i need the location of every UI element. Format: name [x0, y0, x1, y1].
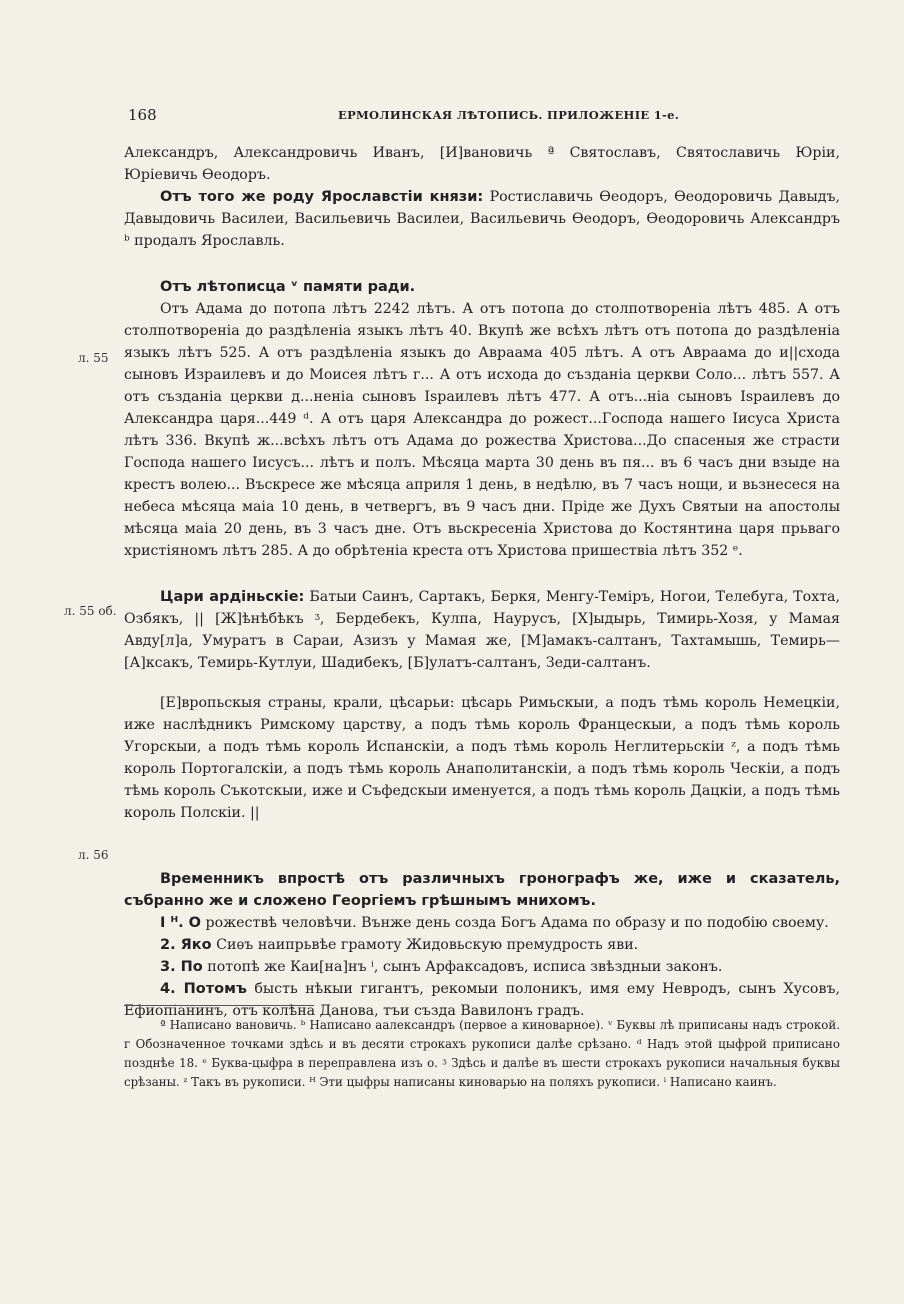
margin-note-l55: л. 55 [78, 351, 109, 365]
item-number: І ᴴ. О [160, 915, 201, 931]
item-number: 3. По [160, 959, 203, 975]
list-item-1 [124, 912, 840, 934]
heading-text: Отъ лѣтописца ᵛ памяти ради. [160, 279, 416, 295]
paragraph-horde-tsars [124, 586, 840, 674]
paragraph-text: Батыи Саинъ, Сартакъ, Беркя, Менгу-Теміръ, Ногои, Телебуга, Тохта, Озбякъ, || [Ж]ѣнѣбѣкъ ᶾ, Бердебекъ, Кулпа, Наурусъ, [Х]ыдырь, Тимирь-Хозя, у Мамая Авду[л]а, Умуратъ в Сараи, Азизъ у Мамая же, [М]амакъ-салтанъ, Тахтамышь, Темирь—[А]ксакъ, Темирь-Кутлуи, Шадибекъ, [Б]улатъ-салтанъ, Зеди-салтанъ. [124, 589, 841, 671]
item-text: бысть нѣкыи гигантъ, рекомыи полоникъ, имя ему Невродъ, сынъ Хусовъ, Ефиопіанинъ, отъ колѣна Данова, тъи създа Вавилонъ градъ. [124, 981, 840, 1019]
footnote-text: ª Написано вановичь. ᵇ Написано аалександръ (первое а киноварное). ᵛ Буквы лѣ приписаны надъ строкой. ᴦ Обозначенное точками здѣсь и въ десяти строкахъ рукописи далѣе срѣзано. ᵈ Надъ этой цыфрой приписано позднѣе 18. ᵉ Буква-цыфра в переправлена изъ о. ᶾ Здѣсь и далѣе въ шести строкахъ рукописи начальныя буквы срѣзаны. ᶻ Такъ въ рукописи. ᴴ Эти цыфры написаны киноварью на поляхъ рукописи. ⁱ Написано каинъ. [124, 1018, 840, 1089]
item-text: рожествѣ человѣчи. Вънже день созда Богъ Адама по образу и по подобію своему. [205, 915, 829, 931]
list-item-3 [124, 956, 840, 978]
paragraph-european-kings: [Е]вропьскыя страны, крали, цѣсарьи: цѣсарь Римьскыи, а подъ тѣмь король Немецкіи, иже наслѣдникъ Римскому царству, а подъ тѣмь король Францескыи, а подъ тѣмь король Угорскыи, а подъ тѣмь король Испанскіи, а подъ тѣмь король Неглитерьскіи ᶻ, а подъ тѣмь король Портогалскіи, а подъ тѣмь король Анаполитанскіи, а подъ тѣмь король Ческіи, а подъ тѣмь король Съкотскыи, иже и Съфедскыи именуется, а подъ тѣмь король Дацкіи, а подъ тѣмь король Полскіи. || [124, 695, 840, 821]
paragraph-yaroslav-list: Александръ, Александровичь Иванъ, [И]вановичь ª Святославъ, Святославичь Юріи, Юріевичь Ѳеодоръ. [124, 145, 840, 183]
margin-note-l56: л. 56 [78, 848, 109, 862]
section-heading: Цари ардіньскіе: [160, 589, 305, 605]
running-title: ЕРМОЛИНСКАЯ ЛѢТОПИСЬ. ПРИЛОЖЕНІЕ 1-е. [338, 108, 680, 122]
margin-note-l55ob: л. 55 об. [64, 604, 117, 618]
paragraph-text: Ростиславичь Ѳеодоръ, Ѳеодоровичь Давыдъ, Давыдовичь Василеи, Васильевичь Василеи, Васильевичь Ѳеодоръ, Ѳеодоровичь Александръ ᵇ продалъ Ярославль. [124, 189, 841, 249]
main-text [124, 142, 840, 1022]
item-number: 4. Потомъ [160, 981, 247, 997]
page-header [128, 106, 828, 126]
section-heading: Отъ того же роду Ярославстіи князи: [160, 189, 484, 205]
section-heading-chronicle [124, 276, 840, 298]
list-item-2 [124, 934, 840, 956]
page-number: 168 [128, 106, 157, 124]
paragraph-yaroslavl-princes [124, 186, 840, 252]
section-heading-vremennik [124, 868, 840, 912]
item-number: 2. Яко [160, 937, 212, 953]
item-text: Сиѳъ наипрьвѣе грамоту Жидовьскую премудрость яви. [216, 937, 639, 953]
footnotes [124, 1016, 840, 1092]
paragraph-chronology: Отъ Адама до потопа лѣтъ 2242 лѣтъ. А отъ потопа до столпотвореніа лѣтъ 485. А отъ столпотвореніа до раздѣленіа языкъ лѣтъ 40. Вкупѣ же всѣхъ лѣтъ отъ потопа до раздѣленіа языкъ лѣтъ 525. А отъ раздѣленіа языкъ до Авраама 405 лѣтъ. А отъ Авраама до и||схода сыновъ Израилевъ и до Моисея лѣтъ ᴦ... А отъ исхода до създаніа церкви Соло... лѣтъ 557. А отъ създаніа церкви д...неніа сыновъ Іѕраилевъ лѣтъ 477. А отъ...ніа сыновъ Іѕраилевъ до Александра царя...449 ᵈ. А отъ царя Александра до рожест...Господа нашего Іисуса Христа лѣтъ 336. Вкупѣ ж...всѣхъ лѣтъ отъ Адама до рожества Христова...До спасеныя же страсти Господа нашего Іисусъ... лѣтъ и полъ. Мѣсяца марта 30 день въ пя... въ 6 часъ дни взыде на крестъ волею... Въскресе же мѣсяца априля 1 день, в недѣлю, въ 7 часъ нощи, и вьзнесеся на небеса мѣсяца маіа 10 день, в четвергъ, въ 9 часъ дни. Пріде же Духъ Святыи на апостолы мѣсяца маіа 20 день, въ 3 часъ дне. Отъ вьскресеніа Христова до Костянтина царя прьваго христіяномъ лѣтъ 285. А до обрѣтеніа креста отъ Христова пришествіа лѣтъ 352 ᵉ. [124, 301, 840, 559]
footnote-divider [124, 1005, 314, 1006]
item-text: потопѣ же Каи[на]нъ ⁱ, сынъ Арфаксадовъ, исписа звѣздныи законъ. [207, 959, 723, 975]
heading-text: Временникъ впростѣ отъ различныхъ гронографъ же, иже и сказатель, събранно же и сложено Георгіемъ грѣшнымъ мнихомъ. [124, 871, 840, 909]
